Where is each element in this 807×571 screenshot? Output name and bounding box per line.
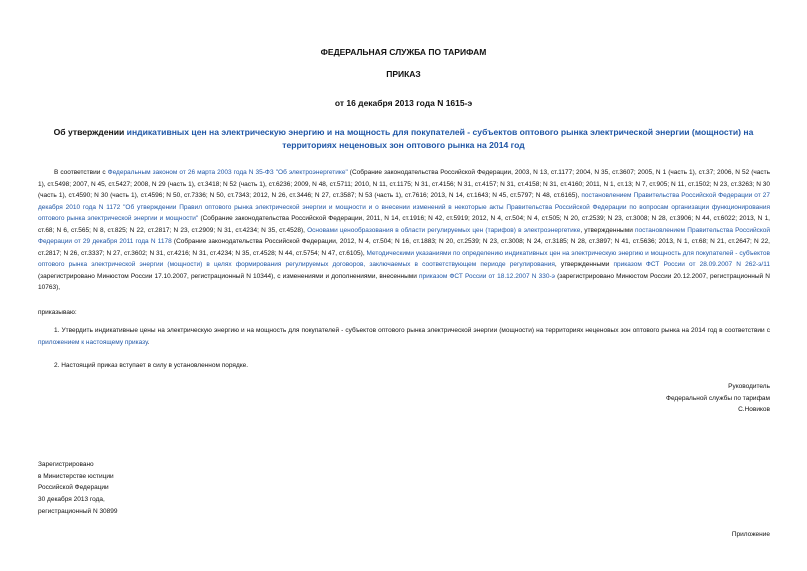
pricing-basics-link[interactable]: Основами ценообразования в области регулируемых цен (тарифов) в электроэнергетике	[307, 226, 581, 234]
registration-line-2: в Министерстве юстиции	[38, 472, 114, 480]
attachment-label: Приложение	[731, 531, 770, 538]
preamble-text-4: , утвержденными	[580, 226, 635, 234]
order-item-1	[38, 325, 770, 348]
date-line: от 16 декабря 2013 года N 1615-э	[334, 98, 473, 108]
preamble-text-2: (Собрание законодательства Российской Федерации, 2003, N 13, ст.1177; 2004, N 35, ст.3607; 2005, N 1 (часть 1), ст.37; 2006, N 52 (часть 1), ст.5498; 2007, N 45, ст.5427; 2008, N 29 (часть 1), ст.3418; N 52 (часть 1), ст.6236; 2009, N 48, ст.5711; 2010, N 11, ст.1175; N 31, ст.4156; N 31, ст.4157; N 31, ст.4158; N 31, ст.4160; 2011, N 1, ст.13; N 7, ст.905; N 11, ст.1502; N 23, ст.3263; N 30 (часть 1), ст.4590; N 30 (часть 1), ст.4596; N 50, ст.7336; N 50, ст.7343; 2012, N 26, ст.3446; N 27, ст.3587; N 53 (часть 1), ст.7616; 2013, N 14, ст.1643; N 45, ст.5797; N 48, ст.6165),	[38, 169, 770, 199]
appendix-link[interactable]: приложением к настоящему приказу	[38, 338, 148, 346]
order-330-link[interactable]: приказом ФСТ России от 18.12.2007 N 330-э	[419, 272, 555, 280]
signature-name: С.Новиков	[738, 406, 770, 414]
title-prefix: Об утверждении	[53, 127, 127, 137]
preamble-text-7: (зарегистрировано Минюстом России 17.10.2007, регистрационный N 10344), с изменениями и дополнениями, внесенными	[38, 272, 420, 280]
preamble-text-3: (Собрание законодательства Российской Федерации, 2011, N 14, ст.1916; N 42, ст.5919; 2012, N 4, ст.504; N 4, ст.505; N 20, ст.2539; N 23, ст.3008; N 28, ст.3906; N 44, ст.6022; 2013, N 1, ст.68; N 6, ст.565; N 8, ст.825; N 22, ст.2817; N 23, ст.2909; N 31, ст.4234; N 35, ст.4528),	[38, 215, 770, 234]
order-item-2: 2. Настоящий приказ вступает в силу в установленном порядке.	[54, 362, 249, 369]
resolution-1172-link[interactable]: постановлением Правительства Российской Федерации от 27 декабря 2010 года N 1172 "Об утверждении Правил оптового рынка электрической энергии и мощности и о внесении изменений в некоторые акты Правительства Российской Федерации по вопросам организации функционирования оптового рынка электрической энергии и мощности"	[38, 192, 770, 222]
signature-agency: Федеральной службы по тарифам	[666, 394, 770, 402]
document-body	[38, 167, 770, 372]
registration-line-3: Российской Федерации	[38, 484, 109, 492]
registration-line-5: регистрационный N 30899	[38, 507, 118, 515]
order-word: приказываю:	[38, 308, 77, 316]
signature-block	[570, 381, 770, 416]
preamble-text-6: , утвержденными	[554, 261, 614, 268]
registration-block	[38, 459, 118, 518]
preamble-text-8: (зарегистрировано Минюстом России 20.12.2007, регистрационный N 10763),	[38, 272, 770, 291]
title-link[interactable]: индикативных цен на электрическую энергию и на мощность для покупателей - субъектов оптового рынка электрической энергии (мощности) на территориях неценовых зон оптового рынка на 2014 год	[126, 127, 754, 150]
registration-line-4: 30 декабря 2013 года,	[38, 496, 105, 504]
agency-heading: ФЕДЕРАЛЬНАЯ СЛУЖБА ПО ТАРИФАМ	[320, 47, 487, 57]
preamble-text-1: В соответствии с	[54, 169, 108, 176]
document-title	[36, 126, 771, 152]
resolution-1178-link[interactable]: постановлением Правительства Российской Федерации от 29 декабря 2011 года N 1178	[38, 226, 770, 245]
order-262-link[interactable]: приказом ФСТ России от 28.09.2007 N 262-э/11	[613, 261, 770, 268]
preamble-text-5: (Собрание законодательства Российской Федерации, 2012, N 4, ст.504; N 16, ст.1883; N 20, ст.2539; N 23, ст.3008; N 24, ст.3185; N 28, ст.3897; N 41, ст.5636; 2013, N 1, ст.68; N 21, ст.2647; N 22, ст.2817; N 26, ст.3337; N 27, ст.3602; N 31, ст.4216; N 31, ст.4234; N 35, ст.4528; N 44, ст.5754; N 47, ст.6105),	[38, 238, 770, 257]
methodical-guidelines-link[interactable]: Методическими указаниями по определению индикативных цен на электрическую энергию и мощность для покупателей - субъектов оптового рынка электрической энергии (мощности) в целях формирования регулируемых договоров, заключаемых в соответствующем периоде регулирования	[38, 249, 770, 268]
registration-line-1: Зарегистрировано	[38, 461, 94, 468]
item1-end: .	[147, 338, 150, 346]
preamble-paragraph	[38, 167, 770, 294]
signature-position: Руководитель	[728, 383, 770, 390]
law-35fz-link[interactable]: Федеральным законом от 26 марта 2003 года N 35-ФЗ "Об электроэнергетике"	[107, 169, 348, 176]
item1-text: 1. Утвердить индикативные цены на электрическую энергию и на мощность для покупателей - субъектов оптового рынка электрической энергии (мощности) на территориях неценовых зон оптового рынка на 2014 год в соответствии с	[54, 327, 770, 334]
doc-type-heading: ПРИКАЗ	[386, 69, 421, 79]
